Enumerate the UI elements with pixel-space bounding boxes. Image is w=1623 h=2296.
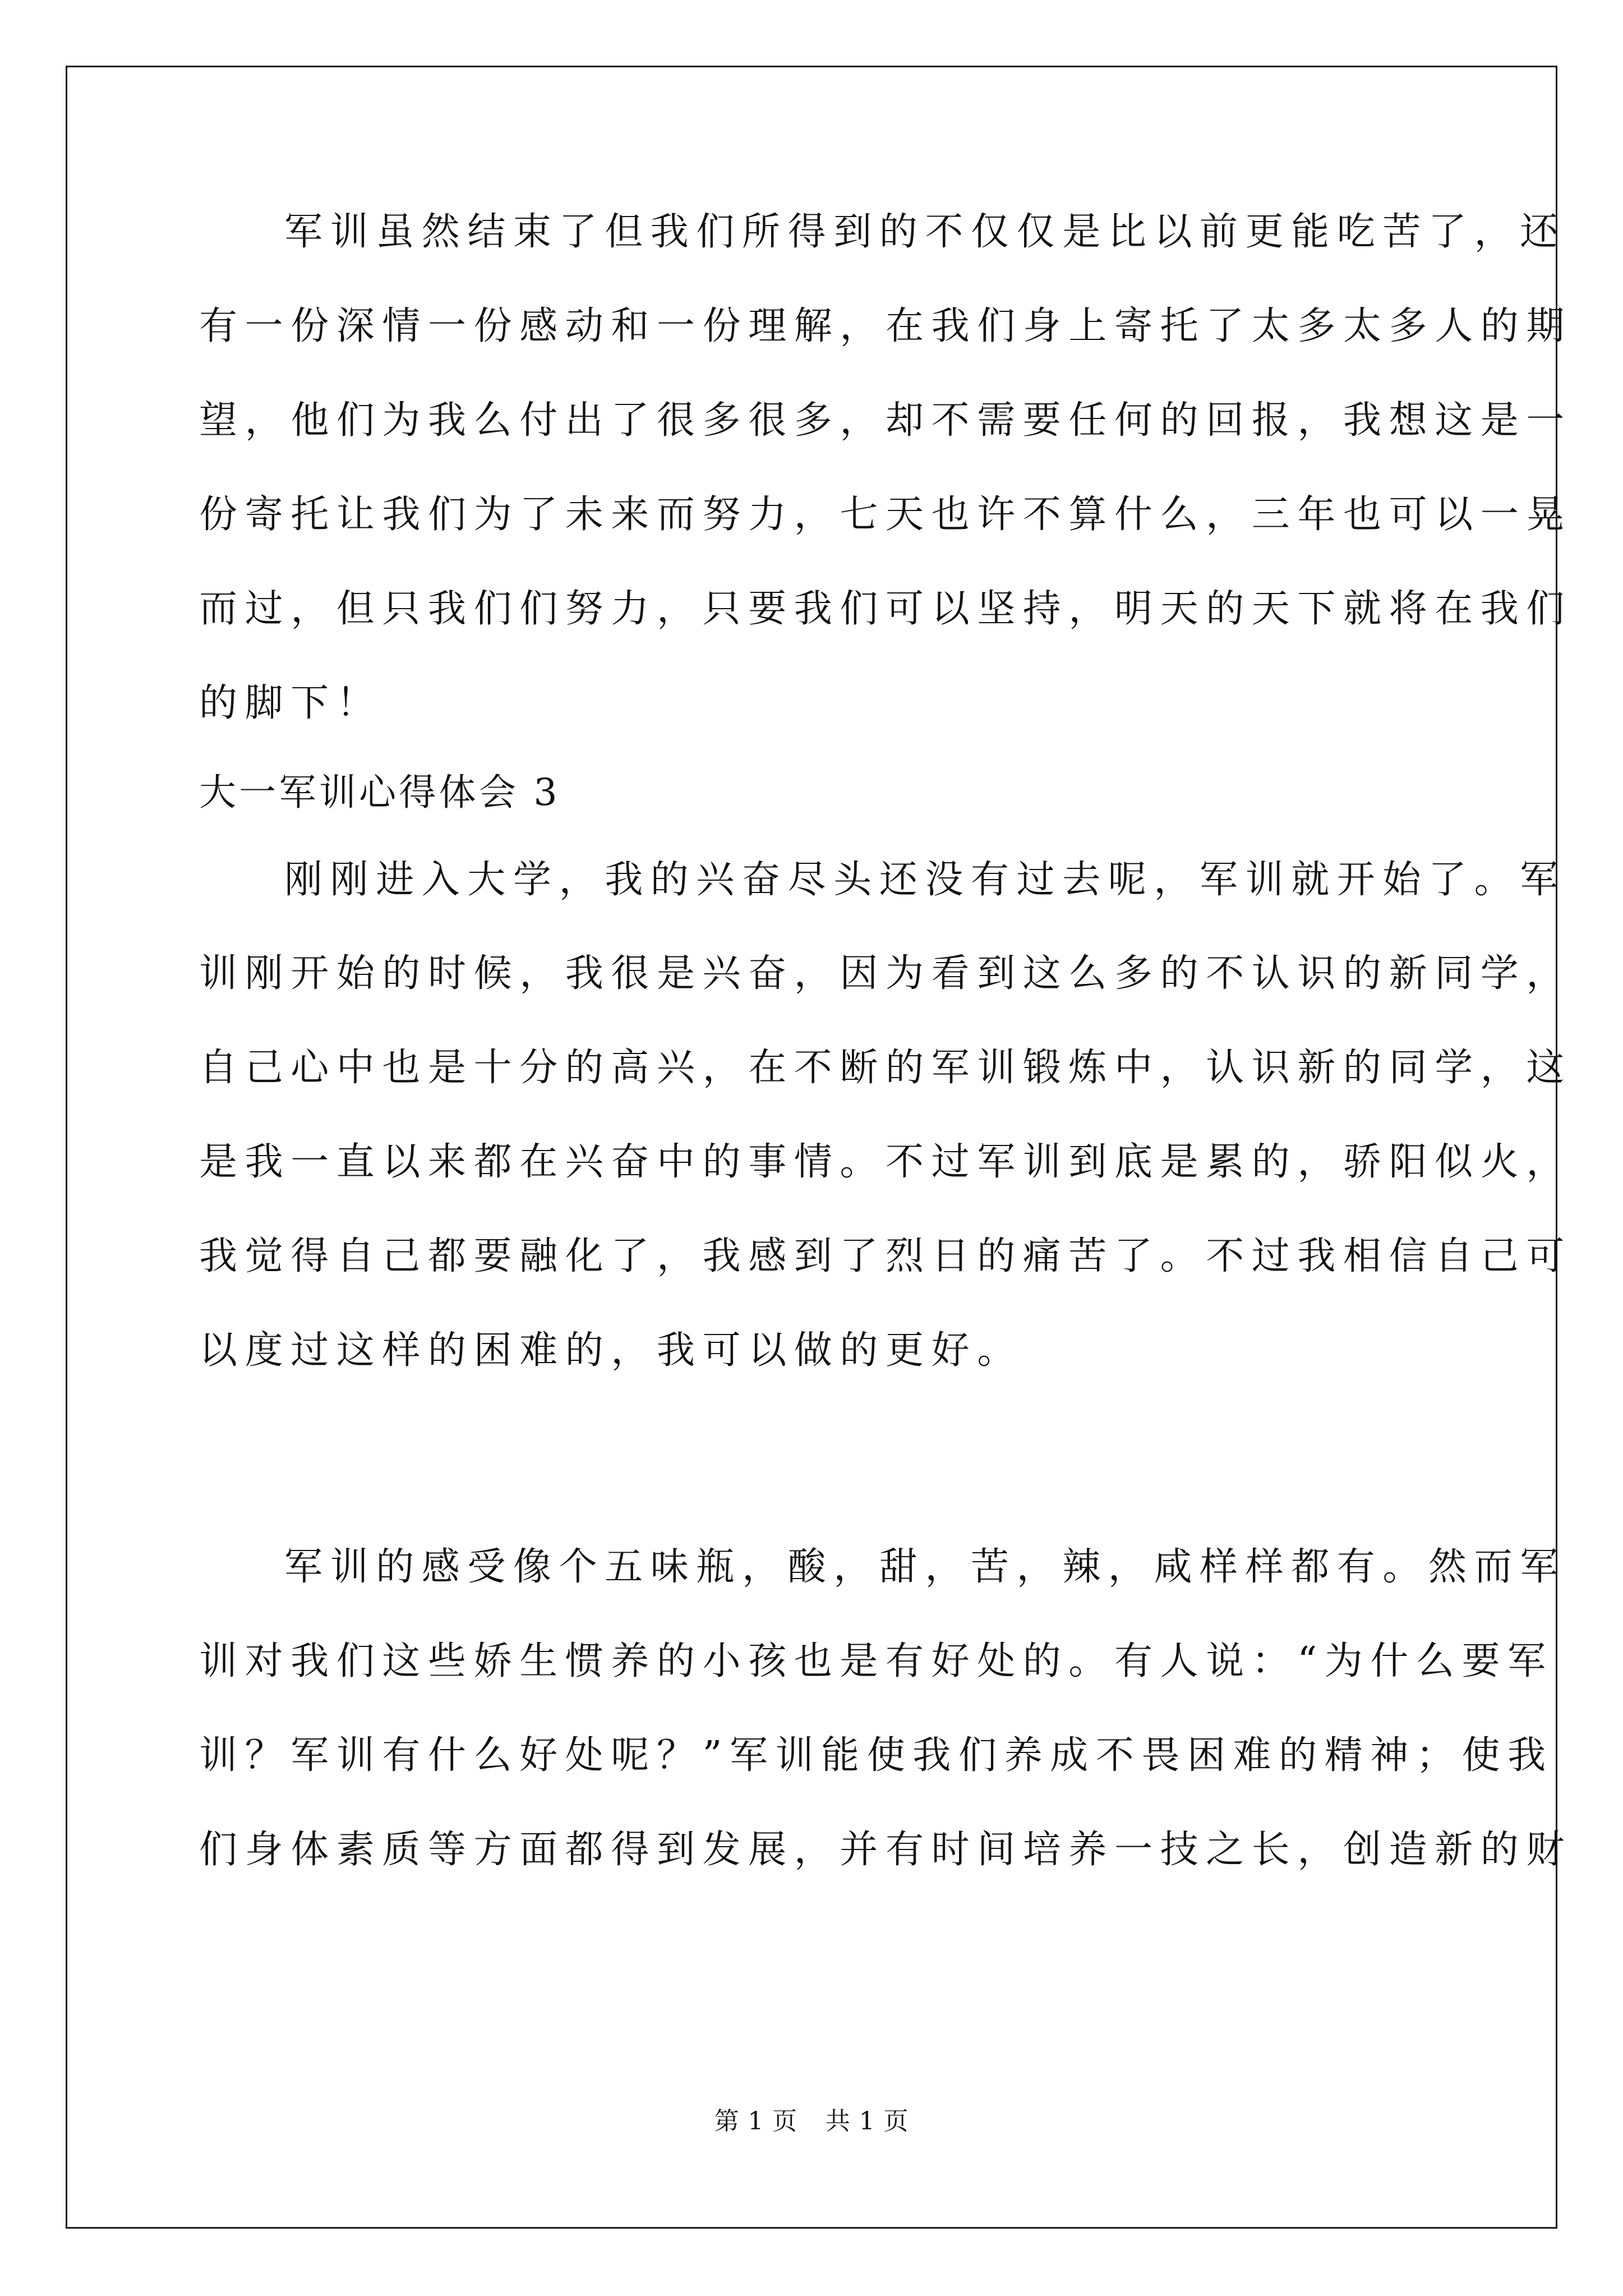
text-line: 自己心中也是十分的高兴，在不断的军训锻炼中，认识新的同学，这 [199, 1046, 1573, 1090]
page-number-current: 第 1 页 [714, 2107, 797, 2136]
text-line: 军训的感受像个五味瓶，酸，甜，苦，辣，咸样样都有。然而军 [284, 1545, 1566, 1589]
page-number-total: 共 1 页 [826, 2107, 909, 2136]
text-line: 刚刚进入大学，我的兴奋尽头还没有过去呢，军训就开始了。军 [284, 858, 1566, 902]
text-line: 是我一直以来都在兴奋中的事情。不过军训到底是累的，骄阳似火， [199, 1140, 1573, 1184]
text-line: 有一份深情一份感动和一份理解，在我们身上寄托了太多太多人的期 [199, 304, 1573, 348]
text-line: 的脚下！ [199, 681, 382, 725]
text-line: 们身体素质等方面都得到发展，并有时间培养一技之长，创造新的财 [199, 1828, 1573, 1872]
text-line: 训对我们这些娇生惯养的小孩也是有好处的。有人说：“为什么要军 [199, 1639, 1553, 1683]
text-line: 望，他们为我么付出了很多很多，却不需要任何的回报，我想这是一 [199, 398, 1573, 443]
text-line: 份寄托让我们为了未来而努力，七天也许不算什么，三年也可以一晃 [199, 493, 1573, 537]
text-line: 训？军训有什么好处呢？”军训能使我们养成不畏困难的精神；使我 [199, 1733, 1553, 1778]
section-heading: 大一军训心得体会 3 [199, 771, 560, 814]
text-line: 训刚开始的时候，我很是兴奋，因为看到这么多的不认识的新同学， [199, 951, 1573, 996]
text-line: 以度过这样的困难的，我可以做的更好。 [199, 1328, 1023, 1373]
page-footer [0, 2109, 1623, 2134]
text-line: 我觉得自己都要融化了，我感到了烈日的痛苦了。不过我相信自己可 [199, 1234, 1573, 1278]
text-line: 军训虽然结束了但我们所得到的不仅仅是比以前更能吃苦了，还 [284, 210, 1566, 254]
text-line: 而过，但只我们们努力，只要我们可以坚持，明天的天下就将在我们 [199, 587, 1573, 631]
